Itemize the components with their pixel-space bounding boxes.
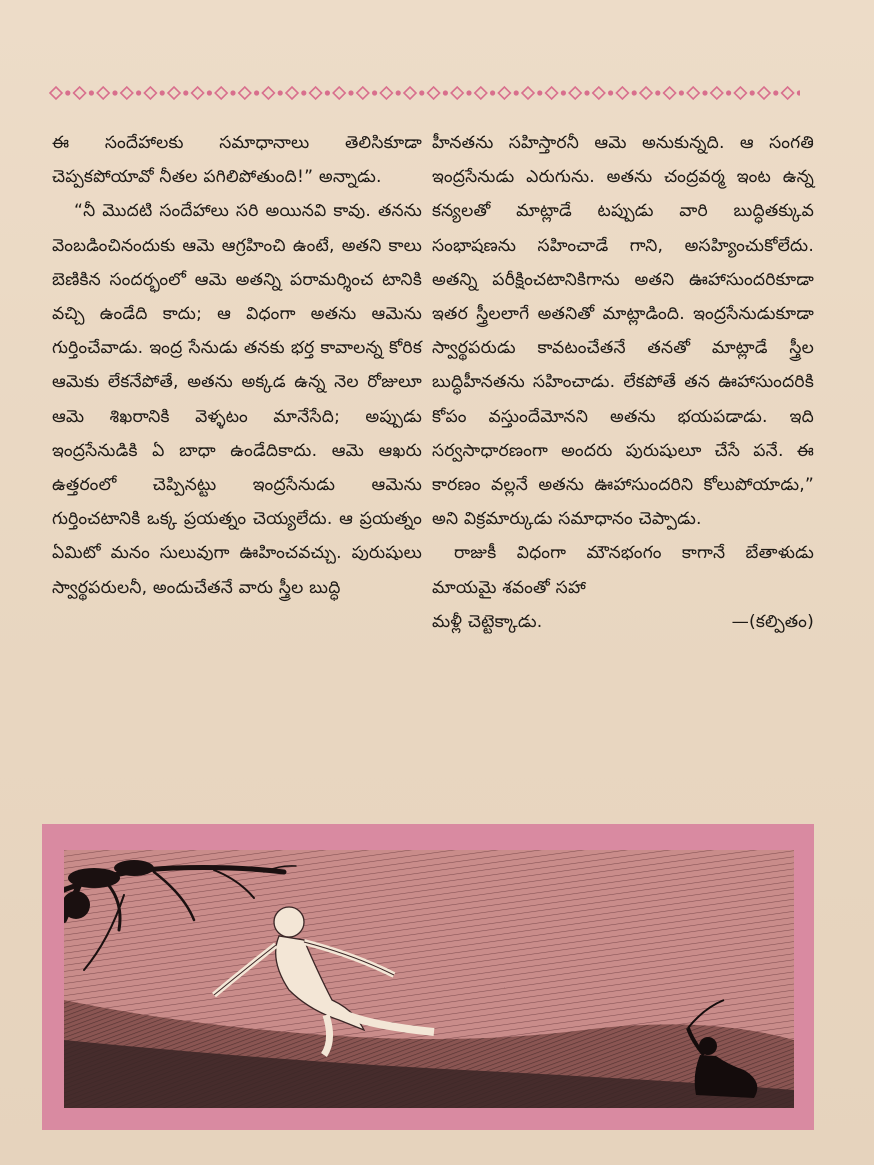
ornament-dot xyxy=(208,91,212,95)
ornament-dot xyxy=(798,91,800,95)
ornament-dot xyxy=(278,91,282,95)
ornament-dot xyxy=(727,91,731,95)
ornament-diamond xyxy=(616,87,628,99)
ornament-dot xyxy=(609,91,613,95)
ornament-dot xyxy=(444,91,448,95)
ornament-dot xyxy=(514,91,518,95)
ornament-diamond xyxy=(404,87,416,99)
ornament-dot xyxy=(750,91,754,95)
illustration-frame xyxy=(42,824,814,1130)
ornament-dot xyxy=(137,91,141,95)
ornament-diamond xyxy=(215,87,227,99)
ornament-diamond xyxy=(144,87,156,99)
ornament-dot xyxy=(373,91,377,95)
ornament-dot xyxy=(585,91,589,95)
ornament-dot xyxy=(680,91,684,95)
ornament-diamond xyxy=(428,87,440,99)
ornament-dot xyxy=(326,91,330,95)
left-text-column xyxy=(52,126,422,605)
ornament-dot xyxy=(349,91,353,95)
ornament-dot xyxy=(184,91,188,95)
ornament-dot xyxy=(420,91,424,95)
ornament-diamond xyxy=(758,87,770,99)
right-text-column xyxy=(432,126,814,639)
ornament-diamond xyxy=(333,87,345,99)
ornament-diamond xyxy=(569,87,581,99)
ornament-diamond xyxy=(546,87,558,99)
ornament-diamond xyxy=(239,87,251,99)
ornament-diamond xyxy=(687,87,699,99)
ornament-dot xyxy=(562,91,566,95)
ornament-diamond xyxy=(310,87,322,99)
ornament-dot xyxy=(632,91,636,95)
ornament-diamond xyxy=(734,87,746,99)
ornament-diamond xyxy=(97,87,109,99)
ornament-dot xyxy=(656,91,660,95)
ornament-diamond xyxy=(593,87,605,99)
ornament-dot xyxy=(255,91,259,95)
paragraph-ending: రాజుకీ విధంగా మౌనభంగం కాగానే బేతాళుడు మాయమై శవంతో సహా xyxy=(432,543,814,598)
ornament-diamond xyxy=(74,87,86,99)
ornament-diamond xyxy=(168,87,180,99)
closing-line xyxy=(432,605,814,639)
ornament-dot xyxy=(302,91,306,95)
closing-text: మళ్లీ చెట్టెక్కాడు. xyxy=(432,611,543,632)
paragraph-continuation: ఈ సందేహాలకు సమాధానాలు తెలిసికూడా చెప్పకపోయావో నీతల పగిలిపోతుంది!” అన్నాడు. xyxy=(52,133,422,188)
ornament-diamond xyxy=(121,87,133,99)
ornament-dot xyxy=(396,91,400,95)
ornament-dot xyxy=(538,91,542,95)
ornament-diamond xyxy=(640,87,652,99)
ornament-dot xyxy=(66,91,70,95)
ornament-diamond xyxy=(357,87,369,99)
ornament-diamond xyxy=(262,87,274,99)
paragraph-answer: “నీ మొదటి సందేహాలు సరి అయినవి కావు. తనను వెంబడించినందుకు ఆమె ఆగ్రహించి ఉంటే, అతని కాలు బెణికిన సందర్భంలో ఆమె అతన్ని పరామర్శించ టానికి వచ్చి ఉండేది కాదు; ఆ విధంగా అతను ఆమెను గుర్తించేవాడు. ఇంద్ర సేనుడు తనకు భర్త కావాలన్న కోరిక ఆమెకు లేకనేపోతే, అతను అక్కడ ఉన్న నెల రోజులూ ఆమె శిఖరానికి వెళ్ళటం మానేసేది; అప్పుడు ఇంద్రసేనుడికి ఏ బాధా ఉండేదికాదు. ఆమె ఆఖరు ఉత్తరంలో చెప్పినట్టు ఇంద్రసేనుడు ఆమెను గుర్తించటానికి ఒక్క ప్రయత్నం చెయ్యలేదు. ఆ ప్రయత్నం ఏమిటో మనం సులువుగా ఊహించవచ్చు. పురుషులు స్వార్థపరులనీ, అందుచేతనే వారు స్త్రీల బుద్ధి xyxy=(52,201,422,598)
ornament-diamond xyxy=(782,87,794,99)
ornament-dot xyxy=(113,91,117,95)
ornament-diamond xyxy=(50,87,62,99)
ornament-dot xyxy=(703,91,707,95)
ornament-dot xyxy=(160,91,164,95)
source-tag: —(కల్పితం) xyxy=(731,611,814,632)
ornament-diamond xyxy=(192,87,204,99)
ornament-diamond xyxy=(451,87,463,99)
ornament-dot xyxy=(90,91,94,95)
paragraph-answer-continued: హీనతను సహిస్తారనీ ఆమె అనుకున్నది. ఆ సంగతి ఇంద్రసేనుడు ఎరుగును. అతను చంద్రవర్మ ఇంట ఉన్న కన్యలతో మాట్లాడే టప్పుడు వారి బుద్ధితక్కువ సంభాషణను సహించాడే గాని, అసహ్యించుకోలేదు. అతన్ని పరీక్షించటానికిగాను అతని ఊహాసుందరికూడా ఇతర స్త్రీలలాగే అతనితో మాట్లాడింది. ఇంద్రసేనుడుకూడా స్వార్థపరుడు కావటంచేతనే తనతో మాట్లాడే స్త్రీల బుద్ధిహీనతను సహించాడు. లేకపోతే తన ఊహాసుందరికి కోపం వస్తుందేమోనని అతను భయపడాడు. ఇది సర్వసాధారణంగా అందరు పురుషులూ చేసే పనే. ఈ కారణం వల్లనే అతను ఊహాసుందరిని కోలుపోయాడు,” అని విక్రమార్కుడు సమాధానం చెప్పాడు. xyxy=(432,133,814,530)
ornament-dot xyxy=(467,91,471,95)
ornament-diamond xyxy=(498,87,510,99)
ornament-dot xyxy=(231,91,235,95)
decorative-border-icon xyxy=(44,82,800,104)
ornament-diamond xyxy=(522,87,534,99)
illustration xyxy=(64,850,794,1108)
ornament-diamond xyxy=(475,87,487,99)
ornament-diamond xyxy=(380,87,392,99)
ornament-diamond xyxy=(286,87,298,99)
ornament-dot xyxy=(491,91,495,95)
ornament-dot xyxy=(774,91,778,95)
ornament-diamond xyxy=(664,87,676,99)
ornament-diamond xyxy=(711,87,723,99)
